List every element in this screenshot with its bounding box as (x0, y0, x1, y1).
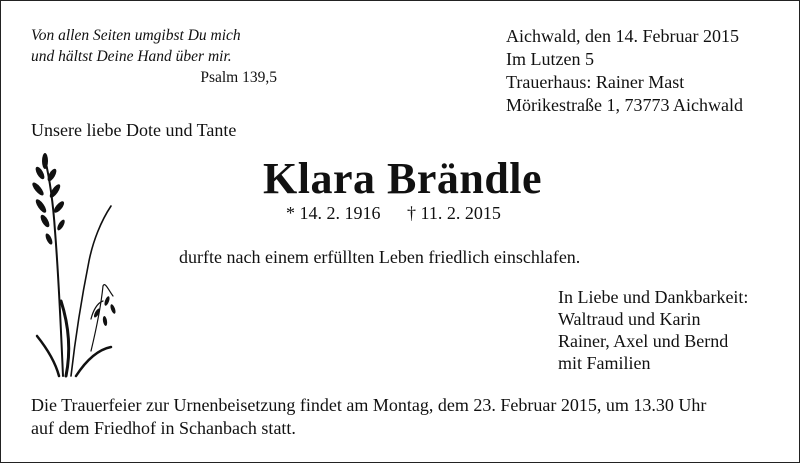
address-line-1: Aichwald, den 14. Februar 2015 (506, 26, 739, 46)
verse-reference: Psalm 139,5 (200, 69, 277, 86)
mourners-line-2: Waltraud und Karin (558, 309, 701, 329)
funeral-line-2: auf dem Friedhof in Schanbach statt. (31, 418, 296, 438)
address-block (506, 25, 743, 117)
funeral-line-1: Die Trauerfeier zur Urnenbeisetzung findet am Montag, dem 23. Februar 2015, um 13.30 Uhr (31, 395, 707, 415)
mourners-line-4: mit Familien (558, 353, 651, 373)
grass-stalk-icon (31, 151, 121, 381)
bible-verse (31, 25, 281, 88)
deceased-name: Klara Brändle (263, 154, 543, 203)
address-line-2: Im Lutzen 5 (506, 49, 594, 69)
address-line-3: Trauerhaus: Rainer Mast (506, 72, 685, 92)
mourners-block (558, 286, 748, 374)
funeral-info (31, 394, 706, 440)
death-date: † 11. 2. 2015 (407, 203, 501, 223)
mourners-line-1: In Liebe und Dankbarkeit: (558, 287, 749, 307)
address-line-4: Mörikestraße 1, 73773 Aichwald (506, 95, 743, 115)
intro-text: Unsere liebe Dote und Tante (31, 120, 237, 140)
birth-date: * 14. 2. 1916 (286, 203, 381, 223)
verse-line-1: Von allen Seiten umgibst Du mich (31, 27, 241, 44)
life-dates (286, 203, 523, 224)
obituary-sentence: durfte nach einem erfüllten Leben friedlich einschlafen. (179, 247, 581, 267)
verse-line-2: und hältst Deine Hand über mir. (31, 48, 232, 65)
mourners-line-3: Rainer, Axel und Bernd (558, 331, 729, 351)
